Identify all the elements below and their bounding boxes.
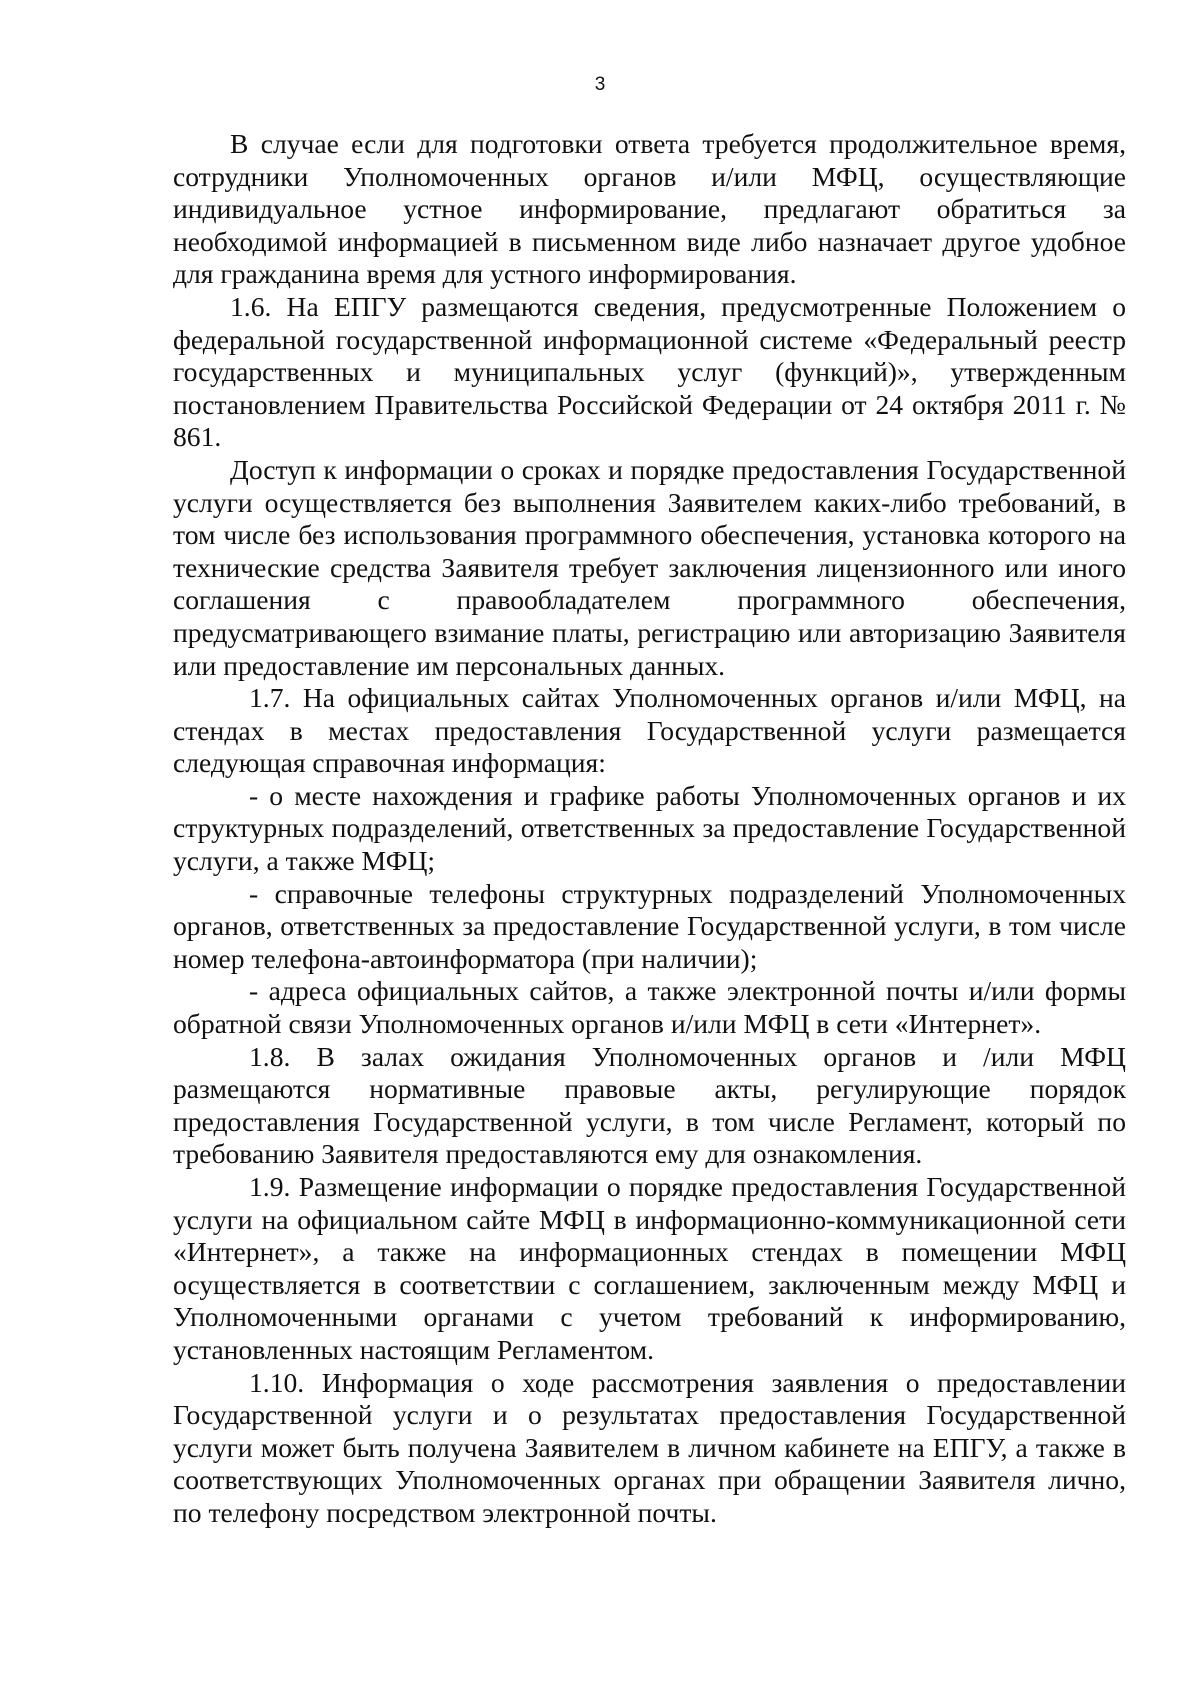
document-body bbox=[173, 128, 1126, 1530]
list-item-location-schedule: - о месте нахождения и графике работы Уполномоченных органов и их структурных подразделений, ответственных за предоставление Государственной услуги, а также МФЦ; bbox=[173, 779, 1126, 877]
paragraph-oral-informing: В случае если для подготовки ответа требуется продолжительное время, сотрудники Уполномоченных органов и/или МФЦ, осуществляющие индивидуальное устное информирование, предлагают обратиться за необходимой информацией в письменном виде либо назначает другое удобное для гражданина время для устного информирования. bbox=[173, 128, 1126, 290]
paragraph-1-8: 1.8. В залах ожидания Уполномоченных органов и /или МФЦ размещаются нормативные правовые акты, регулирующие порядок предоставления Государственной услуги, в том числе Регламент, который по требованию Заявителя предоставляются ему для ознакомления. bbox=[173, 1040, 1126, 1170]
page-number: 3 bbox=[594, 74, 606, 95]
paragraph-1-10: 1.10. Информация о ходе рассмотрения заявления о предоставлении Государственной услуги и о результатах предоставления Государственной услуги может быть получена Заявителем в личном кабинете на ЕПГУ, а также в соответствующих Уполномоченных органах при обращении Заявителя лично, по телефону посредством электронной почты. bbox=[173, 1366, 1126, 1528]
paragraph-access-info: Доступ к информации о сроках и порядке предоставления Государственной услуги осуществляется без выполнения Заявителем каких-либо требований, в том числе без использования программного обеспечения, установка которого на технические средства Заявителя требует заключения лицензионного или иного соглашения с правообладателем программного обеспечения, предусматривающего взимание платы, регистрацию или авторизацию Заявителя или предоставление им персональных данных. bbox=[173, 453, 1126, 681]
paragraph-1-7: 1.7. На официальных сайтах Уполномоченных органов и/или МФЦ, на стендах в местах предоставления Государственной услуги размещается следующая справочная информация: bbox=[173, 682, 1126, 779]
list-item-websites: - адреса официальных сайтов, а также электронной почты и/или формы обратной связи Уполномоченных органов и/или МФЦ в сети «Интернет». bbox=[173, 975, 1126, 1040]
list-item-phones: - справочные телефоны структурных подразделений Уполномоченных органов, ответственных за предоставление Государственной услуги, в том числе номер телефона-автоинформатора (при наличии); bbox=[173, 877, 1126, 974]
paragraph-1-6: 1.6. На ЕПГУ размещаются сведения, предусмотренные Положением о федеральной государственной информационной системе «Федеральный реестр государственных и муниципальных услуг (функций)», утвержденным постановлением Правительства Российской Федерации от 24 октября 2011 г. № 861. bbox=[173, 290, 1126, 453]
paragraph-1-9: 1.9. Размещение информации о порядке предоставления Государственной услуги на официальном сайте МФЦ в информационно-коммуникационной сети «Интернет», а также на информационных стендах в помещении МФЦ осуществляется в соответствии с соглашением, заключенным между МФЦ и Уполномоченными органами с учетом требований к информированию, установленных настоящим Регламентом. bbox=[173, 1171, 1126, 1365]
